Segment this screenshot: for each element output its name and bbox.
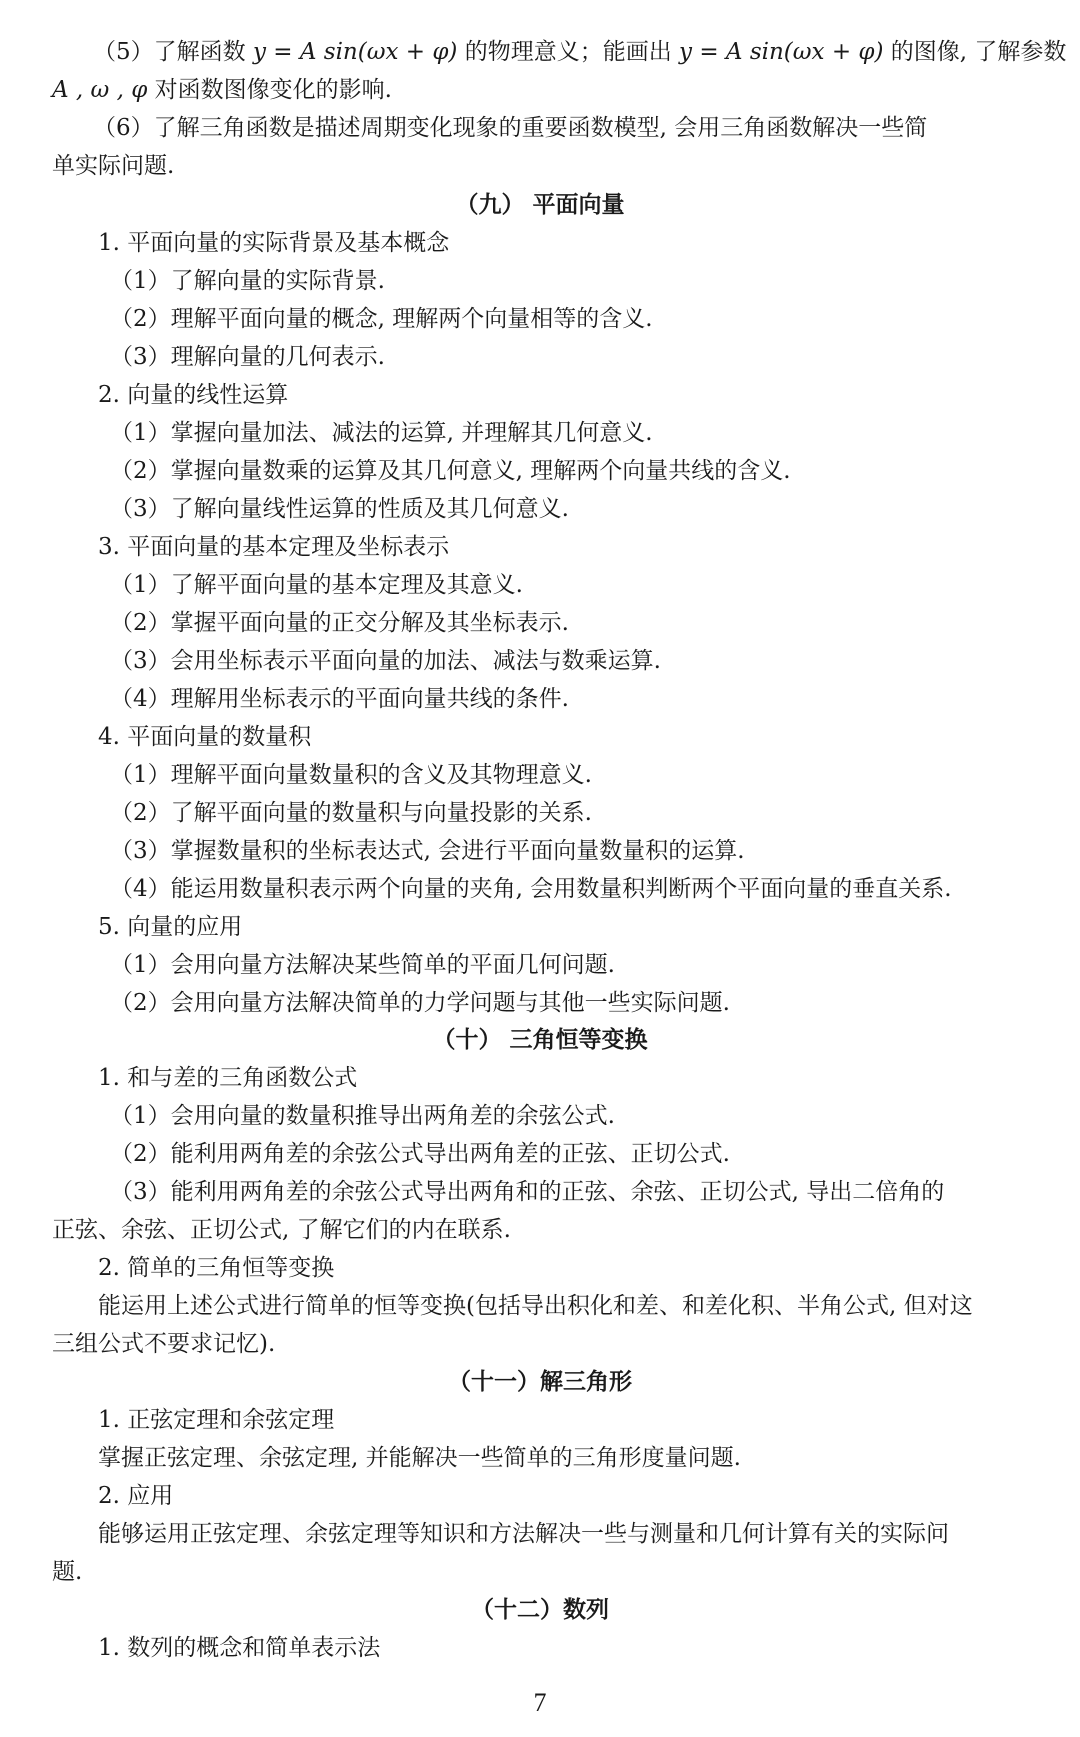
formula-sinusoid: y = A sin(ωx + φ) — [252, 39, 458, 65]
section-9-item: （4）理解用坐标表示的平面向量共线的条件. — [110, 686, 569, 712]
section-10-line-5: 正弦、余弦、正切公式, 了解它们的内在联系. — [52, 1217, 511, 1243]
section-9-subheading: 2. 向量的线性运算 — [98, 382, 289, 408]
section-9-item: （1）了解平面向量的基本定理及其意义. — [110, 572, 523, 598]
section-9-title: （九） 平面向量 — [455, 191, 625, 218]
section-12-line-1: 1. 数列的概念和简单表示法 — [98, 1635, 381, 1661]
params-a-omega-phi: A , ω , φ — [52, 77, 148, 103]
formula-sinusoid-2: y = A sin(ωx + φ) — [679, 39, 884, 65]
section-10-line-8: 三组公式不要求记忆). — [52, 1331, 276, 1357]
section-9-item: （2）会用向量方法解决简单的力学问题与其他一些实际问题. — [110, 990, 730, 1016]
section-9-item: （1）理解平面向量数量积的含义及其物理意义. — [110, 762, 592, 788]
section-9-item: （2）掌握向量数乘的运算及其几何意义, 理解两个向量共线的含义. — [110, 458, 791, 484]
section-9-subheading: 3. 平面向量的基本定理及坐标表示 — [98, 534, 450, 560]
section-11-line-1: 1. 正弦定理和余弦定理 — [98, 1407, 335, 1433]
section-9-item: （1）了解向量的实际背景. — [110, 268, 385, 294]
section-10-title: （十） 三角恒等变换 — [432, 1026, 648, 1053]
section-9-item: （1）掌握向量加法、减法的运算, 并理解其几何意义. — [110, 420, 653, 446]
section-9-subheading: 5. 向量的应用 — [98, 914, 243, 940]
section-9-item: （2）理解平面向量的概念, 理解两个向量相等的含义. — [110, 306, 653, 332]
section-9-item: （3）了解向量线性运算的性质及其几何意义. — [110, 496, 569, 522]
section-10-line-3: （2）能利用两角差的余弦公式导出两角差的正弦、正切公式. — [110, 1141, 730, 1167]
section-12-title: （十二）数列 — [471, 1596, 609, 1623]
section-9-item: （4）能运用数量积表示两个向量的夹角, 会用数量积判断两个平面向量的垂直关系. — [110, 876, 952, 902]
section-11-title: （十一）解三角形 — [448, 1368, 632, 1395]
section-10-line-1: 1. 和与差的三角函数公式 — [98, 1065, 358, 1091]
item-5-mid: 的物理意义；能画出 — [464, 39, 672, 65]
section-10-line-7: 能运用上述公式进行简单的恒等变换(包括导出积化和差、和差化积、半角公式, 但对这 — [98, 1293, 973, 1319]
section-9-item: （3）会用坐标表示平面向量的加法、减法与数乘运算. — [110, 648, 661, 674]
section-9-subheading: 1. 平面向量的实际背景及基本概念 — [98, 230, 450, 256]
section-9-item: （2）掌握平面向量的正交分解及其坐标表示. — [110, 610, 569, 636]
item-6-line-1: （6）了解三角函数是描述周期变化现象的重要函数模型, 会用三角函数解决一些简 — [93, 115, 928, 141]
section-9-item: （3）掌握数量积的坐标表达式, 会进行平面向量数量积的运算. — [110, 838, 745, 864]
item-5-line-2 — [52, 75, 392, 105]
section-9-item: （1）会用向量方法解决某些简单的平面几何问题. — [110, 952, 615, 978]
section-11-line-4: 能够运用正弦定理、余弦定理等知识和方法解决一些与测量和几何计算有关的实际问 — [98, 1521, 949, 1547]
section-10-line-4: （3）能利用两角差的余弦公式导出两角和的正弦、余弦、正切公式, 导出二倍角的 — [110, 1179, 945, 1205]
section-11-line-2: 掌握正弦定理、余弦定理, 并能解决一些简单的三角形度量问题. — [98, 1445, 741, 1471]
section-9-subheading: 4. 平面向量的数量积 — [98, 724, 312, 750]
page-number: 7 — [533, 1688, 547, 1717]
section-9-item: （2）了解平面向量的数量积与向量投影的关系. — [110, 800, 592, 826]
section-11-line-5: 题. — [52, 1559, 83, 1585]
item-5-prefix: （5）了解函数 — [93, 39, 246, 65]
section-9-item: （3）理解向量的几何表示. — [110, 344, 385, 370]
item-5-line-1 — [93, 37, 1066, 67]
section-10-line-6: 2. 简单的三角恒等变换 — [98, 1255, 335, 1281]
section-10-line-2: （1）会用向量的数量积推导出两角差的余弦公式. — [110, 1103, 615, 1129]
item-6-line-2: 单实际问题. — [52, 153, 175, 179]
item-5-end: 对函数图像变化的影响. — [154, 77, 392, 103]
item-5-mid-2: 的图像, 了解参数 — [890, 39, 1067, 65]
section-11-line-3: 2. 应用 — [98, 1483, 174, 1509]
